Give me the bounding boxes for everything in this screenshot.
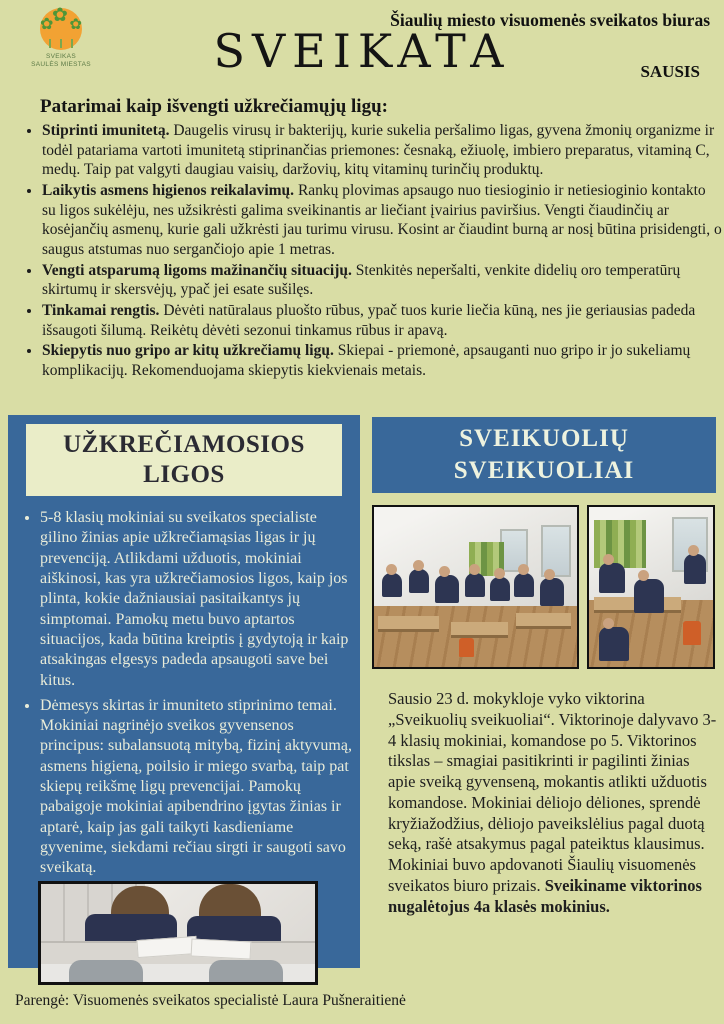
photo-window (541, 525, 571, 577)
photo-desk (451, 622, 508, 638)
photo-desk (378, 616, 439, 632)
tips-item (42, 261, 722, 300)
contagious-diseases-list (16, 508, 354, 879)
photo-green-panel (594, 520, 646, 568)
quiz-paragraph: Sausio 23 d. mokykloje vyko viktorina „Sveikuolių sveikuoliai“. Viktorinoje dalyvavo 3-4 klasių mokiniai, komandose po 5. Viktorinos tikslas – smagiai pasitikrinti ir pagilinti žinias apie sveiką gyvenseną, mokantis atlikti užduotis komandose. Mokiniai dėliojo dėliones, sprendė kryžiažodžius, dėliojo paveikslėlius pagal duotą seką, rašė atsakymus pagal pateiktus klausimus. Mokiniai buvo apdovanoti Šiaulių visuomenės sveikatos biuro prizais. (388, 689, 717, 896)
photo-student (540, 578, 564, 606)
tips-heading: Patarimai kaip išvengti užkrečiamųjų ligų: (40, 96, 388, 117)
page-title: SVEIKATA (213, 24, 511, 78)
students-writing-photo (38, 881, 318, 985)
tips-item-lead: Laikytis asmens higienos reikalavimų. (42, 182, 295, 200)
tips-item-lead: Vengti atsparumą ligoms mažinančių situacijų. (42, 261, 352, 279)
pinwheel-icon: ✿ (69, 15, 82, 33)
tips-item-text: Skiepai - priemonė, apsauganti nuo gripo ir jo sukeliamų komplikacijų. Rekomenduojama skiepytis kiekvienais metais. (42, 342, 691, 380)
logo-text-line1: SVEIKAS (46, 53, 76, 60)
tips-item-text: Rankų plovimas apsaugo nuo tiesioginio ir netiesioginio kontakto su ligos sukėlėju, nes užsikrėsti galima sveikinantis ar liečiant įvairius paviršius. Vengti čiaudinčių ar kosėjančių asmenų, kurie gali užkrėsti jau turimu virusu. Kosint ar čiaudint burną ar nosį būtina prisidengti, o saugus atstumas nuo sergančiojo apie 1 metras. (42, 182, 722, 259)
classroom-activity-photo (587, 505, 715, 669)
quiz-congratulations: Sveikiname viktorinos nugalėtojus 4a klasės mokinius. (388, 876, 702, 916)
list-item: • Dėmesys skirtas ir imuniteto stiprinimo temai. Mokiniai nagrinėjo sveikos gyvensenos principus: subalansuotą mitybą, fizinį aktyvumą, asmens higieną, poilsio ir miego svarbą, taip pat skiepų reikšmę ligų prevencijai. Pamokų pabaigoje mokiniai apibendrino įgytas žinias ir aptarė, kaip jas gali taikyti kasdieniame gyvenime, siekdami rečiau sirgti ir saugoti savo sveikatą. (40, 696, 354, 879)
tips-item (42, 121, 722, 180)
photo-student (382, 573, 402, 597)
tips-item-lead: Skiepytis nuo gripo ar kitų užkrečiamų ligų. (42, 342, 334, 360)
photo-student (514, 573, 534, 597)
logo-text-line2: SAULĖS MIESTAS (31, 61, 91, 69)
photo-student (634, 579, 664, 613)
tips-item-lead: Stiprinti imunitetą. (42, 122, 170, 139)
photo-orange-chair (459, 638, 474, 657)
pinwheel-icon: ✿ (52, 4, 68, 26)
tips-item (42, 301, 722, 340)
photo-chair (69, 960, 143, 985)
photo-paper (191, 938, 252, 959)
organization-name: Šiaulių miesto visuomenės sveikatos biuras (390, 10, 710, 30)
tips-item (42, 181, 722, 260)
issue-month: SAUSIS (640, 62, 700, 81)
quiz-photos (372, 505, 716, 669)
photo-student (409, 569, 429, 593)
photo-student (490, 577, 510, 601)
pinwheel-icon: ✿ (40, 14, 54, 33)
photo-student (465, 573, 485, 597)
tips-item-text: Stenkitės neperšalti, venkite didelių oro temperatūrų skirtumų ir skersvėjų, ypač jei esate sušilęs. (42, 261, 681, 299)
classroom-group-photo (372, 505, 579, 669)
quiz-section (372, 417, 716, 918)
tips-item-lead: Tinkamai rengtis. (42, 302, 160, 320)
quiz-title: SVEIKUOLIŲ SVEIKUOLIAI (372, 417, 716, 493)
photo-chair (209, 960, 283, 985)
quiz-description (388, 689, 718, 918)
photo-student (435, 575, 459, 603)
contagious-diseases-title: UŽKREČIAMOSIOS LIGOS (26, 424, 342, 496)
photo-student (599, 627, 629, 661)
photo-student (684, 554, 706, 584)
prepared-by-credit: Parengė: Visuomenės sveikatos specialistė Laura Pušneraitienė (15, 992, 406, 1009)
tips-list (26, 121, 722, 382)
photo-student (599, 563, 625, 593)
tips-item-text: Daugelis virusų ir bakterijų, kurie sukelia peršalimo ligas, gyvena žmonių organizme ir todėl patariama vartoti imunitetą stiprinančias priemones: česnaką, ežiuolę, imbiero preparatus, vitaminą C, medų. Taip pat valgyti daugiau vaisių, daržovių, kitų vitaminų turinčių produktų. (42, 122, 715, 179)
list-item: • 5-8 klasių mokiniai su sveikatos specialiste gilino žinias apie užkrečiamąsias ligas ir jų prevenciją. Atlikdami užduotis, mokiniai aiškinosi, kas yra užkrečiamosios ligos, kaip jos plinta, kokie dažniausiai pasitaikantys jų simptomai. Pamokų metu buvo aptartos situacijos, kada būtina kreiptis į gydytoją ir kaip atsakingas elgesys padeda apsaugoti save bei kitus. (40, 508, 354, 691)
tips-item (42, 341, 722, 380)
photo-desk (516, 613, 571, 629)
photo-orange-chair (683, 621, 701, 645)
tips-item-text: Dėvėti natūralaus pluošto rūbus, ypač tuos kurie liečia kūną, nes jie geriausias padeda išsaugoti šilumą. Reikėtų dėvėti sezonui tinkamus rūbus ir apavą. (42, 302, 696, 339)
